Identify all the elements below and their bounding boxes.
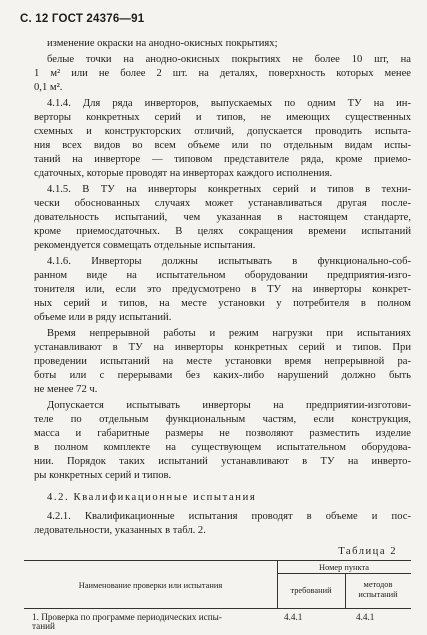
table-header-name: Наименование проверки или испытания: [78, 581, 223, 590]
text-line: таний на инверторе — типовом представителе ряда, кроме приемо-: [34, 154, 411, 165]
text-line: 4.2.1. Квалификационные испытания проводят в объеме и пос-: [47, 511, 411, 522]
text-line: ных серий и типов, на месте установки у потребителя в полном: [34, 298, 411, 309]
text-line: тонителя или, если это предусмотрено в ТУ на инверторы конкрет-: [34, 284, 411, 295]
text-line: схемных и конструкторских отличий, допускается проводить испыта-: [34, 126, 411, 137]
text-line: нии. Порядок таких испытаний устанавливают в ТУ на инверто-: [34, 456, 411, 467]
table-rule-mid: [277, 573, 411, 574]
text-line: не менее 72 ч.: [34, 384, 98, 395]
text-line: 4.1.4. Для ряда инверторов, выпускаемых по одним ТУ на ин-: [47, 98, 411, 109]
text-line: изменение окраски на анодно-окисных покрытиях;: [47, 38, 278, 49]
text-line: сдаточных, которые проводят на инверторах каждого исполнения.: [34, 168, 333, 179]
text-line: 4.1.5. В ТУ на инверторы конкретных серий и типов в техни-: [47, 184, 411, 195]
table-cell-name: таний: [32, 621, 55, 631]
text-line: 1 м² или не более 2 шт. на деталях, поверхность которых менее: [34, 68, 411, 79]
table-header-group: Номер пункта: [319, 563, 369, 572]
text-line: в полном комплекте на существующем испытательном оборудова-: [34, 442, 411, 453]
table-header-methods: методов испытаний: [358, 580, 398, 599]
section-heading: 4.2. Квалификационные испытания: [47, 492, 257, 503]
text-line: довательность испытаний, чем указанная в настоящем стандарте,: [34, 212, 411, 223]
text-line: ледовательности, указанных в табл. 2.: [34, 525, 206, 536]
text-line: кроме приемосдаточных. В целях сокращения времени испытаний: [34, 226, 411, 237]
text-line: Время непрерывной работы и режим нагрузки при испытаниях: [47, 328, 411, 339]
table-rule-top: [24, 560, 411, 561]
text-line: ры конкретных серий и типов.: [34, 470, 172, 481]
text-line: объеме или в ряду испытаний.: [34, 312, 172, 323]
text-line: боты или с перерывами без каких-либо нарушений должно быть: [34, 370, 411, 381]
text-line: верторы конкретных серий и типов, не имеющих существенных: [34, 112, 411, 123]
table-rule-v2: [345, 573, 346, 609]
table-cell-req: 4.4.1: [284, 612, 303, 622]
text-line: ния всех видов во всем объеме или по отдельным видам испы-: [34, 140, 411, 151]
table-header-requirements: требований: [290, 586, 332, 595]
text-line: устанавливают в ТУ на инверторы конкретных серий и типов. При: [34, 342, 411, 353]
page-header: С. 12 ГОСТ 24376—91: [20, 13, 145, 25]
text-line: Допускается испытывать инверторы на предприятии-изготови-: [47, 400, 411, 411]
text-line: теле по отдельным функциональным частям, если конструкция,: [34, 414, 411, 425]
table-cell-name: 1. Проверка по программе периодических испы-: [32, 612, 222, 622]
text-line: рекомендуется совмещать отдельные испытания.: [34, 240, 256, 251]
text-line: проведении испытаний на месте установки время непрерывной ра-: [34, 356, 411, 367]
table-caption: Таблица 2: [338, 546, 397, 557]
text-line: 0,1 м².: [34, 82, 63, 93]
text-line: ранном виде на испытательном оборудовании предприятия-изго-: [34, 270, 411, 281]
text-line: 4.1.6. Инверторы должны испытывать в функционально-соб-: [47, 256, 411, 267]
text-line: белые точки на анодно-окисных покрытиях не более 10 шт, на: [47, 54, 411, 65]
text-line: масса и габаритные размеры не позволяют разместить изделие: [34, 428, 411, 439]
table-rule-header-bottom: [24, 608, 411, 609]
text-line: чески обоснованных случаях может устанавливаться другая после-: [34, 198, 411, 209]
table-cell-meth: 4.4.1: [356, 612, 375, 622]
